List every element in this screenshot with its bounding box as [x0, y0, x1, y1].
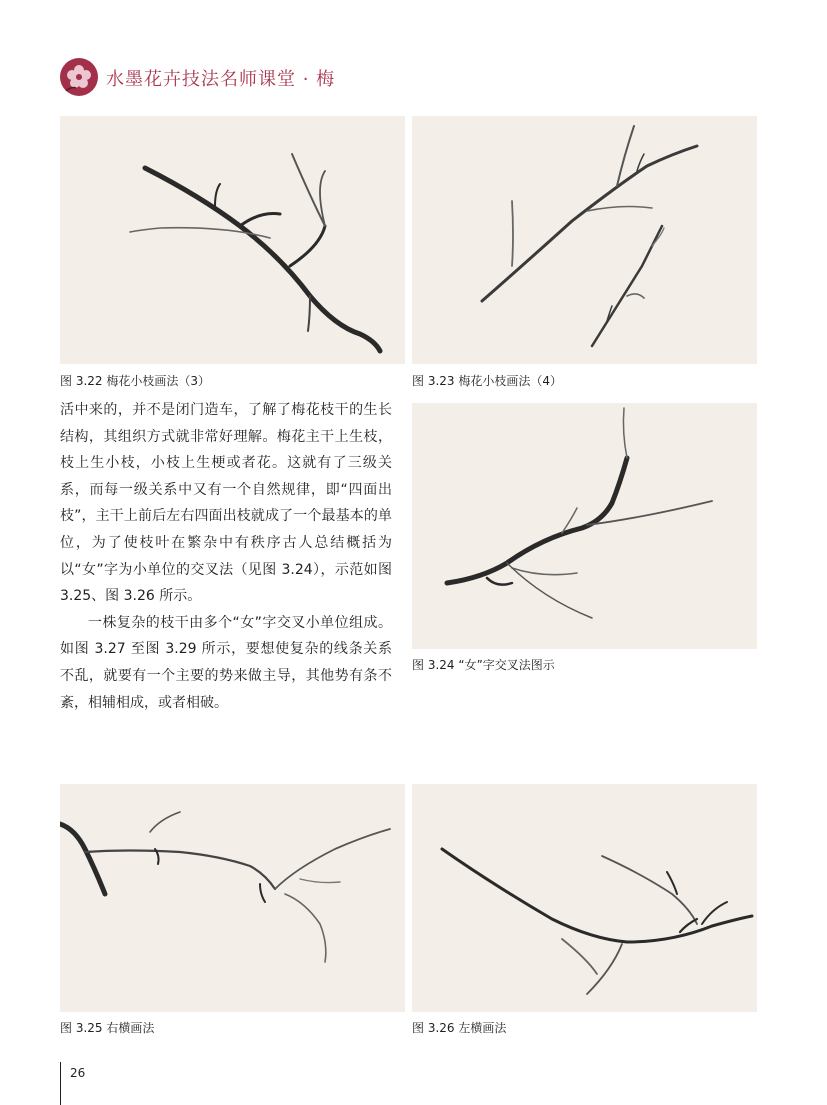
page-number: 26	[70, 1066, 86, 1080]
figure-3-26-image	[412, 784, 757, 1012]
header-title: 水墨花卉技法名师课堂 · 梅	[106, 69, 336, 90]
running-header	[60, 58, 380, 98]
figure-3-24-caption: 图 3.24 “女”字交叉法图示	[412, 658, 555, 672]
plum-branch-painting	[412, 403, 757, 649]
figure-3-24-image	[412, 403, 757, 649]
plum-branch-painting	[60, 116, 405, 364]
figure-3-22-image	[60, 116, 405, 364]
plum-blossom-logo-icon	[60, 58, 98, 96]
paragraph: 一株复杂的枝干由多个“女”字交叉小单位组成。如图 3.27 至图 3.29 所示，要想使复杂的线条关系不乱，就要有一个主要的势来做主导，其他势有条不紊，相辅相成，或者相破。	[60, 614, 392, 711]
figure-3-22-caption: 图 3.22 梅花小枝画法（3）	[60, 374, 210, 388]
figure-3-25-caption: 图 3.25 右横画法	[60, 1021, 155, 1035]
figure-3-26-caption: 图 3.26 左横画法	[412, 1021, 507, 1035]
paragraph: 活中来的，并不是闭门造车，了解了梅花枝干的生长结构，其组织方式就非常好理解。梅花主干上生枝，枝上生小枝，小枝上生梗或者花。这就有了三级关系，而每一级关系中又有一个自然规律，即“四面出枝”，主干上前后左右四面出枝就成了一个最基本的单位，为了使枝叶在繁杂中有秩序古人总结概括为以“女”字为小单位的交叉法（见图 3.24），示范如图 3.25、图 3.26 所示。	[60, 402, 392, 605]
figure-3-23-image	[412, 116, 757, 364]
figure-3-23-caption: 图 3.23 梅花小枝画法（4）	[412, 374, 562, 388]
body-text	[60, 397, 392, 716]
page-margin-line	[60, 1062, 61, 1105]
plum-branch-painting	[60, 784, 405, 1012]
figure-3-25-image	[60, 784, 405, 1012]
plum-branch-painting	[412, 116, 757, 364]
plum-branch-painting	[412, 784, 757, 1012]
